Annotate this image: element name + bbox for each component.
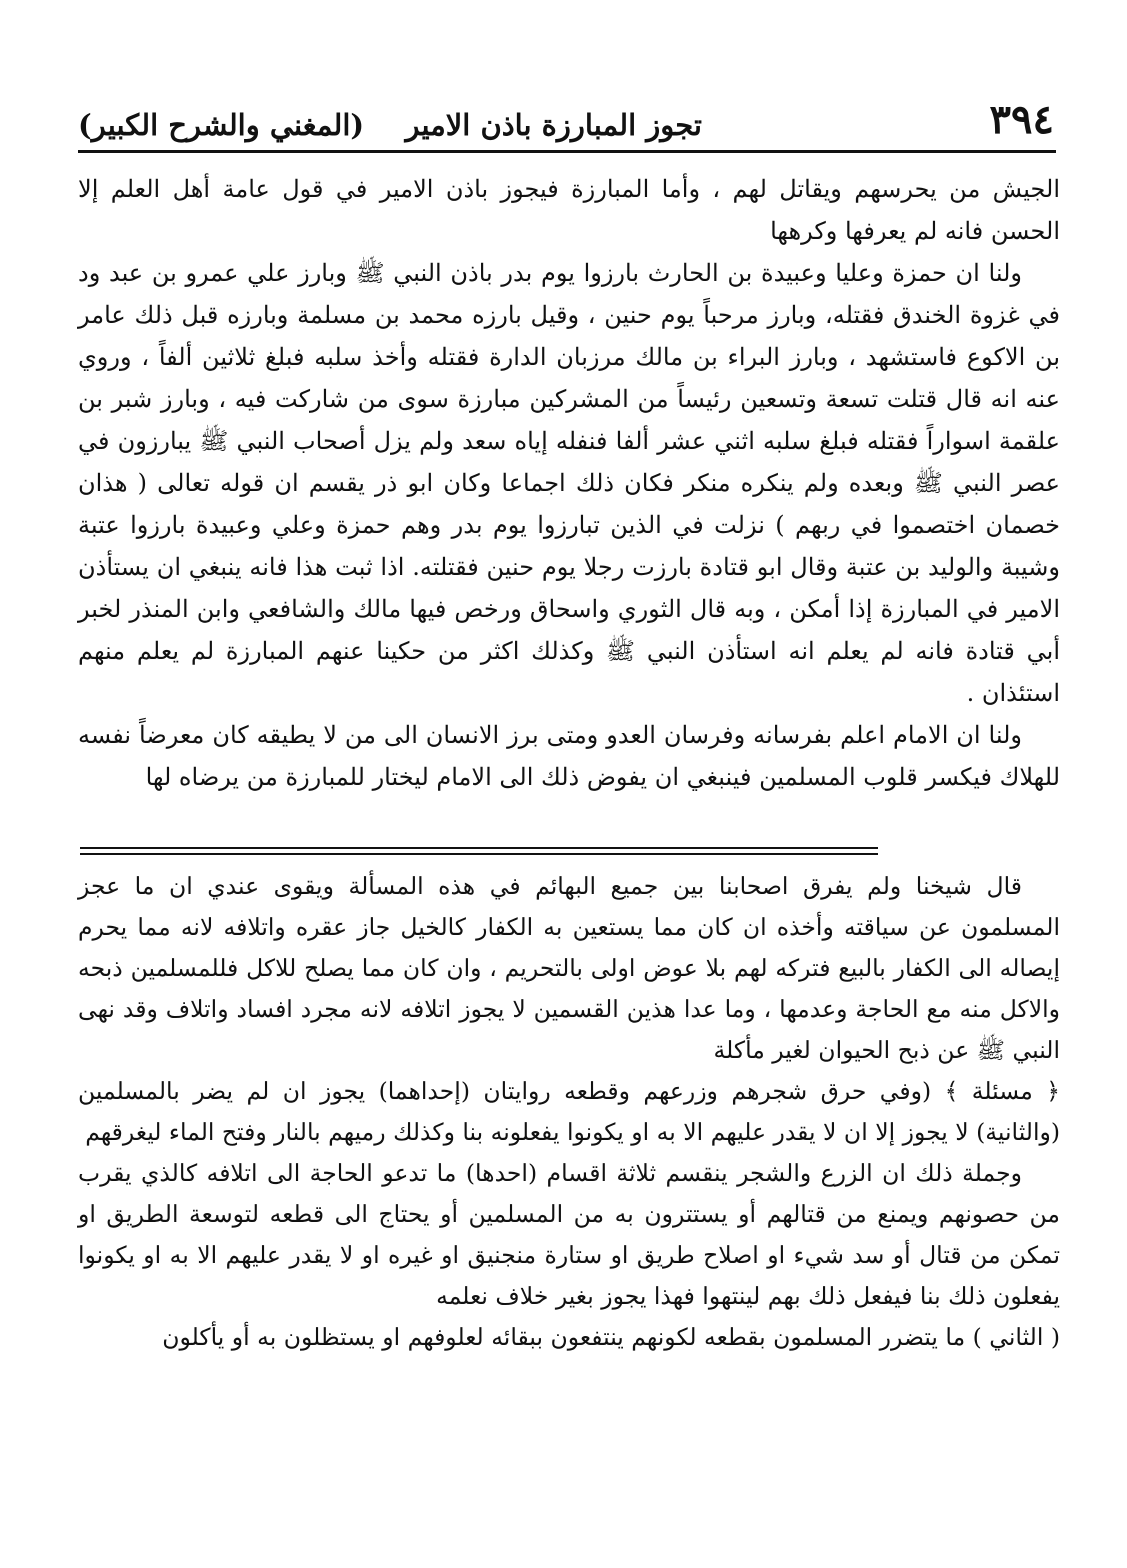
main-paragraph-2: ولنا ان حمزة وعليا وعبيدة بن الحارث بارزوا يوم بدر باذن النبي ﷺ وبارز علي عمرو بن عبد ود في غزوة الخندق فقتله، وبارز مرحباً يوم حنين ، وقيل بارزه محمد بن مسلمة وبارزه قبل ذلك عامر بن الاكوع فاستشهد ، وبارز البراء بن مالك مرزبان الدارة فقتله وأخذ سلبه فبلغ ثلاثين ألفاً ، وروي عنه انه قال قتلت تسعة وتسعين رئيساً من المشركين مبارزة سوى من شاركت فيه ، وبارز شبر بن علقمة اسواراً فقتله فبلغ سلبه اثني عشر ألفا فنفله إياه سعد ولم يزل أصحاب النبي ﷺ يبارزون في عصر النبي ﷺ وبعده ولم ينكره منكر فكان ذلك اجماعا وكان ابو ذر يقسم ان قوله تعالى ( هذان خصمان اختصموا في ربهم ) نزلت في الذين تبارزوا يوم بدر وهم حمزة وعلي وعبيدة بارزوا عتبة وشيبة والوليد بن عتبة وقال ابو قتادة بارزت رجلا يوم حنين فقتلته. اذا ثبت هذا فانه ينبغي ان يستأذن الامير في المبارزة إذا أمكن ، وبه قال الثوري واسحاق ورخص فيها مالك والشافعي وابن المنذر لخبر أبي قتادة فانه لم يعلم انه استأذن النبي ﷺ وكذلك اكثر من حكينا عنهم المبارزة لم يعلم منهم استئذان . (78, 259, 1061, 707)
header-rule (78, 150, 1056, 153)
main-paragraph-3: ولنا ان الامام اعلم بفرسانه وفرسان العدو ومتى برز الانسان الى من لا يطيقه كان معرضاً نفسه للهلاك فيكسر قلوب المسلمين فينبغي ان يفوض ذلك الى الامام ليختار للمبارزة من يرضاه لها (78, 721, 1060, 791)
section-divider (80, 847, 878, 855)
book-title: (المغني والشرح الكبير) (78, 108, 365, 142)
commentary-paragraph-4: ( الثاني ) ما يتضرر المسلمون بقطعه لكونهم ينتفعون ببقائه لعلوفهم او يستظلون به أو يأكلون (162, 1323, 1060, 1351)
commentary-paragraph-2: ﴿ مسئلة ﴾ (وفي حرق شجرهم وزرعهم وقطعه روايتان (إحداهما) يجوز ان لم يضر بالمسلمين (والثانية) لا يجوز إلا ان لا يقدر عليهم الا به او يكونوا يفعلونه بنا وكذلك رميهم بالنار وفتح الماء ليغرقهم (78, 1077, 1060, 1146)
commentary-text (78, 866, 1060, 1358)
commentary-paragraph-1: قال شيخنا ولم يفرق اصحابنا بين جميع البهائم في هذه المسألة ويقوى عندي ان ما عجز المسلمون عن سياقته وأخذه ان كان مما يستعين به الكفار كالخيل جاز عقره واتلافه لانه مما يحرم إيصاله الى الكفار بالبيع فتركه لهم بلا عوض اولى بالتحريم ، وان كان مما يصلح للاكل فللمسلمين ذبحه والاكل منه مع الحاجة وعدمها ، وما عدا هذين القسمين لا يجوز اتلافه لانه مجرد افساد واتلاف وقد نهى النبي ﷺ عن ذبح الحيوان لغير مأكلة (78, 872, 1060, 1064)
running-title: تجوز المبارزة باذن الامير (405, 108, 702, 142)
main-paragraph-1: الجيش من يحرسهم ويقاتل لهم ، وأما المبارزة فيجوز باذن الامير في قول عامة أهل العلم إلا الحسن فانه لم يعرفها وكرهها (78, 175, 1060, 245)
main-text (78, 168, 1060, 798)
page-number: ٣٩٤ (989, 96, 1054, 143)
commentary-paragraph-3: وجملة ذلك ان الزرع والشجر ينقسم ثلاثة اقسام (احدها) ما تدعو الحاجة الى اتلافه كالذي يقرب من حصونهم ويمنع من قتالهم أو يستترون به من المسلمين أو يحتاج الى قطعه لتوسعة الطريق او تمكن من قتال أو سد شيء او اصلاح طريق او ستارة منجنيق او غيره او لا يقدر عليهم الا به او يكونوا يفعلون ذلك بنا فيفعل ذلك بهم لينتهوا فهذا يجوز بغير خلاف نعلمه (78, 1159, 1060, 1310)
page-header (78, 96, 1054, 150)
